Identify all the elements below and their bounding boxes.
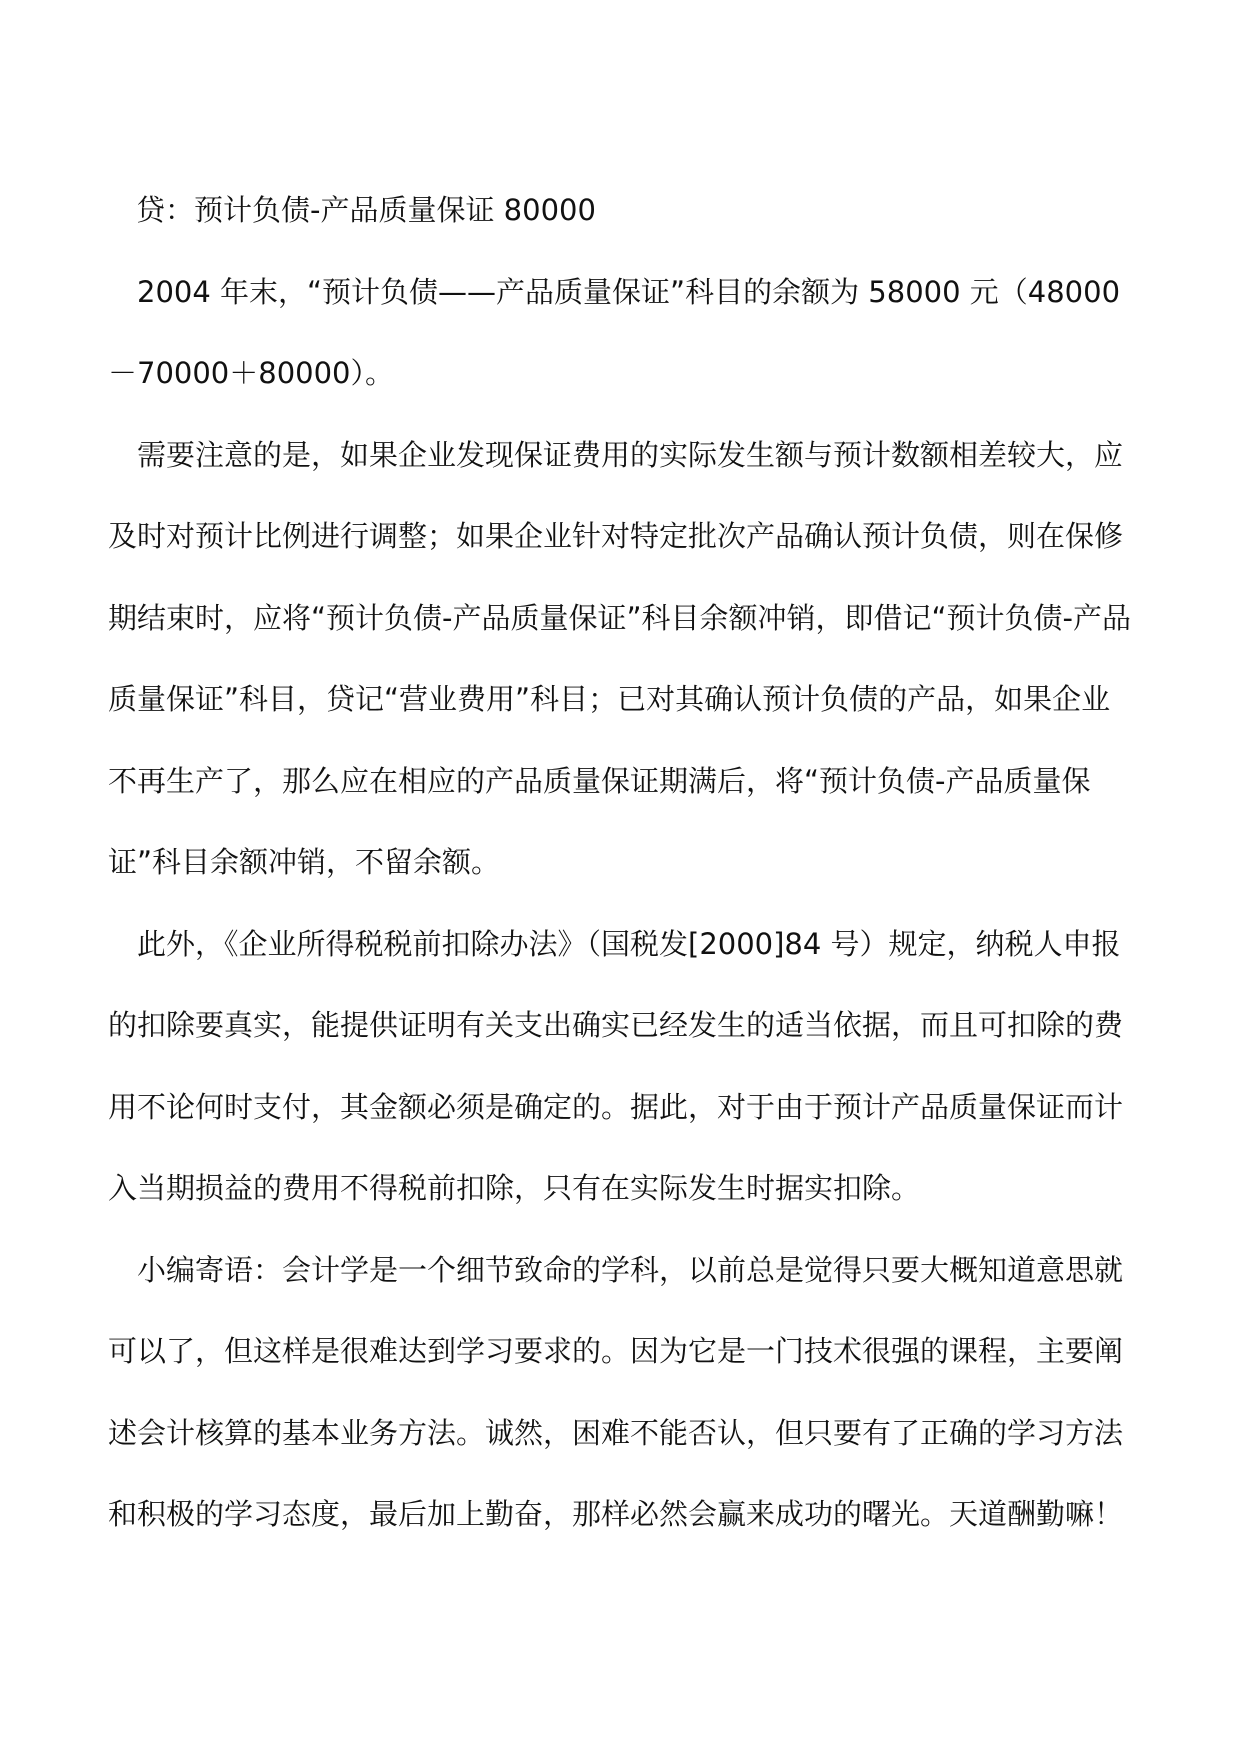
paragraph-adjustment-note: 需要注意的是，如果企业发现保证费用的实际发生额与预计数额相差较大，应及时对预计比例进行调整；如果企业针对特定批次产品确认预计负债，则在保修期结束时，应将“预计负债-产品质量保证”科目余额冲销，即借记“预计负债-产品质量保证”科目，贷记“营业费用”科目；已对其确认预计负债的产品，如果企业不再生产了，那么应在相应的产品质量保证期满后，将“预计负债-产品质量保证”科目余额冲销，不留余额。 <box>108 437 1132 879</box>
paragraph-credit-entry: 贷：预计负债-产品质量保证 80000 <box>136 193 596 227</box>
paragraph-editor-note: 小编寄语：会计学是一个细节致命的学科，以前总是觉得只要大概知道意思就可以了，但这样是很难达到学习要求的。因为它是一门技术很强的课程，主要阐述会计核算的基本业务方法。诚然，困难不能否认，但只要有了正确的学习方法和积极的学习态度，最后加上勤奋，那样必然会赢来成功的曙光。天道酬勤嘛！ <box>108 1252 1124 1531</box>
paragraph-year-end-balance: 2004 年末，“预计负债——产品质量保证”科目的余额为 58000 元（48000－70000＋80000）。 <box>108 274 1121 390</box>
paragraph-tax-deduction: 此外，《企业所得税税前扣除办法》（国税发[2000]84 号）规定，纳税人申报的扣除要真实，能提供证明有关支出确实已经发生的适当依据，而且可扣除的费用不论何时支付，其金额必须是确定的。据此，对于由于预计产品质量保证而计入当期损益的费用不得税前扣除，只有在实际发生时据实扣除。 <box>108 926 1124 1205</box>
document-body <box>108 170 1136 1556</box>
